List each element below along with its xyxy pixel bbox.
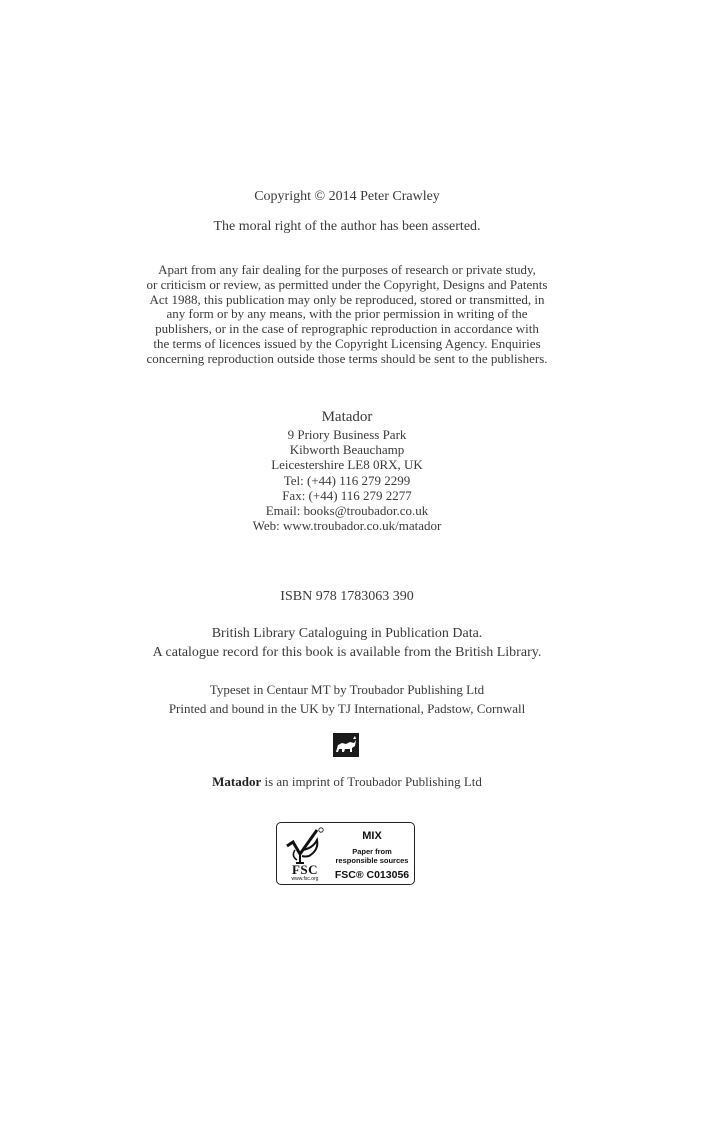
cip-line-1: British Library Cataloguing in Publication Data. xyxy=(211,626,483,641)
imprint-statement xyxy=(0,774,694,790)
fsc-license-code: FSC® C013056 xyxy=(334,869,410,881)
legal-line: the terms of licences issued by the Copyright Licensing Agency. Enquiries xyxy=(153,335,541,351)
fsc-logo-text: FSC xyxy=(291,862,319,877)
web-line: Web: www.troubador.co.uk/matador xyxy=(252,518,442,534)
fsc-mix-label: MIX xyxy=(362,830,382,842)
address-line: 9 Priory Business Park xyxy=(287,427,407,442)
printer-credit: Printed and bound in the UK by TJ International, Padstow, Cornwall xyxy=(168,701,526,716)
address-line: Kibworth Beauchamp xyxy=(289,442,405,458)
email-line: Email: books@troubador.co.uk xyxy=(265,503,429,519)
imprint-text: is an imprint of Troubador Publishing Ltd xyxy=(261,774,482,789)
typeset-credit: Typeset in Centaur MT by Troubador Publishing Ltd xyxy=(209,682,485,697)
legal-line: Act 1988, this publication may only be reproduced, stored or transmitted, in xyxy=(149,291,545,307)
publisher-block xyxy=(0,408,694,533)
fsc-paper-line-1: Paper from xyxy=(352,847,392,856)
copyright-notice: Copyright © 2014 Peter Crawley xyxy=(254,189,440,204)
fsc-certification-badge xyxy=(276,822,415,885)
telephone-line: Tel: (+44) 116 279 2299 xyxy=(283,472,411,488)
fsc-tree-checkmark-icon xyxy=(283,826,325,864)
legal-notice xyxy=(0,263,694,367)
imprint-brand: Matador xyxy=(212,774,262,789)
legal-line: or criticism or review, as permitted under the Copyright, Designs and Patents xyxy=(146,276,548,292)
fax-line: Fax: (+44) 116 279 2277 xyxy=(282,487,412,503)
legal-line: publishers, or in the case of reprographic reproduction in accordance with xyxy=(155,321,539,337)
publisher-name: Matador xyxy=(321,409,373,425)
legal-line: Apart from any fair dealing for the purposes of research or private study, xyxy=(158,262,536,277)
cip-line-2: A catalogue record for this book is available from the British Library. xyxy=(152,645,542,660)
legal-line: concerning reproduction outside those terms should be sent to the publishers. xyxy=(146,350,548,366)
moral-right-statement: The moral right of the author has been asserted. xyxy=(213,219,481,234)
troubador-logo-icon xyxy=(333,733,359,757)
isbn: ISBN 978 1783063 390 xyxy=(280,589,414,604)
legal-line: any form or by any means, with the prior permission in writing of the xyxy=(166,306,528,322)
fsc-website: www.fsc.org xyxy=(291,876,319,882)
fsc-paper-line-2: responsible sources xyxy=(335,856,409,865)
address-line: Leicestershire LE8 0RX, UK xyxy=(271,457,423,473)
